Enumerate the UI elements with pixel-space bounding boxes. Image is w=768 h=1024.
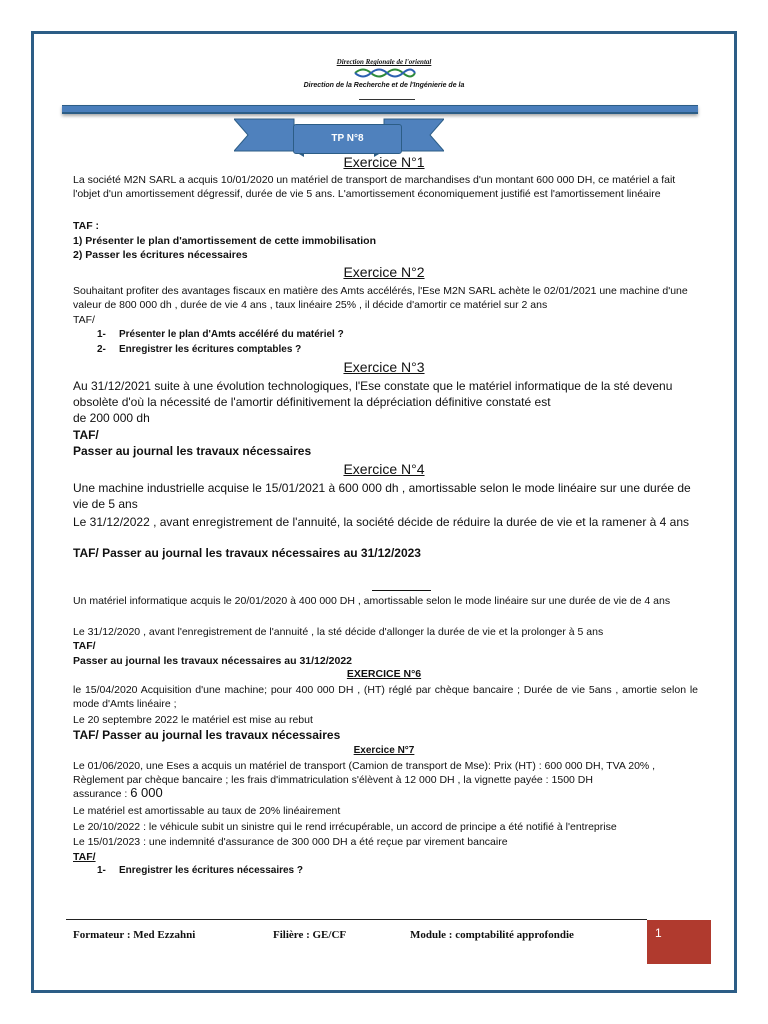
ex6-taf: TAF/ Passer au journal les travaux nécessaires bbox=[73, 728, 341, 742]
header-dept: Direction de la Recherche et de l'Ingénierie de la bbox=[303, 82, 465, 89]
ex2-q1: Présenter le plan d'Amts accéléré du matériel ? bbox=[119, 329, 344, 340]
logo-icon bbox=[353, 66, 417, 80]
page-number-box bbox=[647, 920, 711, 964]
ex4-body: Une machine industrielle acquise le 15/01/2021 à 600 000 dh , amortissable selon le mode linéaire sur une durée de vie de 5 ans bbox=[73, 481, 691, 511]
ex7-assurance-label: assurance : bbox=[73, 788, 131, 800]
ex7-line2: Le matériel est amortissable au taux de 20% linéairement bbox=[73, 805, 341, 817]
ex7-q1: Enregistrer les écritures nécessaires ? bbox=[119, 865, 303, 876]
footer-formateur: Formateur : Med Ezzahni bbox=[73, 929, 196, 941]
header-rule bbox=[62, 105, 698, 114]
ex5-title-blank bbox=[372, 590, 431, 591]
ex6-title: EXERCICE N°6 bbox=[346, 668, 422, 680]
ex4-taf: TAF/ Passer au journal les travaux nécessaires au 31/12/2023 bbox=[73, 546, 421, 560]
ex4-body2: Le 31/12/2022 , avant enregistrement de l'annuité, la société décide de réduire la durée de vie et la ramener à 4 ans bbox=[73, 515, 690, 529]
ex6-body: le 15/04/2020 Acquisition d'une machine; pour 400 000 DH , (HT) réglé par chèque bancaire ; Durée de vie 5ans , amortie selon le mode d'Amts linéaire ; bbox=[73, 684, 698, 710]
ex2-q1-num: 1- bbox=[97, 329, 106, 340]
ex4-title: Exercice N°4 bbox=[343, 461, 425, 477]
ex5-taf: TAF/ bbox=[73, 640, 96, 652]
header-underline bbox=[359, 99, 415, 100]
ex2-taf: TAF/ bbox=[73, 314, 95, 326]
ex2-body: Souhaitant profiter des avantages fiscaux en matière des Amts accélérés, l'Ese M2N SARL achète le 02/01/2021 une machine d'une valeur de 800 000 dh , durée de vie 4 ans , taux linéaire 25% , il décide d'amortir ce matériel sur 2 ans bbox=[73, 285, 688, 311]
ex7-line4: Le 15/01/2023 : une indemnité d'assurance de 300 000 DH a été reçue par virement bancaire bbox=[73, 836, 508, 848]
ex5-body2: Le 31/12/2020 , avant l'enregistrement de l'annuité , la sté décide d'allonger la durée de vie et la prolonger à 5 ans bbox=[73, 626, 604, 638]
ex5-body: Un matériel informatique acquis le 20/01/2020 à 400 000 DH , amortissable selon le mode linéaire sur une durée de vie de 4 ans bbox=[73, 595, 671, 607]
ex3-body2: de 200 000 dh bbox=[73, 411, 150, 425]
ex7-assurance bbox=[73, 786, 698, 801]
ex3-title: Exercice N°3 bbox=[343, 359, 425, 375]
ex5-question: Passer au journal les travaux nécessaires au 31/12/2022 bbox=[73, 655, 353, 667]
ex7-taf: TAF/ bbox=[73, 851, 96, 863]
header-org: Direction Regionale de l'oriental bbox=[336, 58, 432, 66]
ex7-line3: Le 20/10/2022 : le véhicule subit un sinistre qui le rend irrécupérable, un accord de principe a été notifié à l'entreprise bbox=[73, 821, 617, 833]
ex1-taf: TAF : bbox=[73, 220, 100, 232]
ex1-q1: 1) Présenter le plan d'amortissement de cette immobilisation bbox=[73, 235, 377, 247]
tp-label: TP N°8 bbox=[293, 124, 402, 154]
ex1-title: Exercice N°1 bbox=[343, 154, 425, 170]
ex1-body: La société M2N SARL a acquis 10/01/2020 un matériel de transport de marchandises d'un montant 600 000 DH, ce matériel a fait l'objet d'un amortissement dégressif, durée de vie 5 ans. L'amortissement économiquement justifié est l'amortissement linéaire bbox=[73, 174, 676, 200]
footer-module: Module : comptabilité approfondie bbox=[410, 929, 574, 941]
page-number: 1 bbox=[655, 926, 662, 940]
ex3-question: Passer au journal les travaux nécessaires bbox=[73, 444, 312, 458]
ex6-body2: Le 20 septembre 2022 le matériel est mise au rebut bbox=[73, 714, 313, 726]
ex2-q2: Enregistrer les écritures comptables ? bbox=[119, 344, 302, 355]
ex3-body: Au 31/12/2021 suite à une évolution technologiques, l'Ese constate que le matériel informatique de la sté devenu obsolète d'où la nécessité de l'amortir définitivement la dépréciation définitive constaté est bbox=[73, 379, 673, 409]
ex7-body: Le 01/06/2020, une Eses a acquis un matériel de transport (Camion de transport de Mse): Prix (HT) : 600 000 DH, TVA 20% , Règlement par chèque bancaire ; les frais d'immatriculation s'élèvent à 12 000 DH , la vignette payée : 1500 DH bbox=[73, 760, 656, 786]
ex7-title: Exercice N°7 bbox=[353, 745, 415, 756]
footer-rule bbox=[66, 919, 647, 920]
ex7-q1-num: 1- bbox=[97, 865, 106, 876]
ex3-taf: TAF/ bbox=[73, 428, 99, 442]
ex1-q2: 2) Passer les écritures nécessaires bbox=[73, 249, 248, 261]
ex2-q2-num: 2- bbox=[97, 344, 106, 355]
footer-filiere: Filière : GE/CF bbox=[273, 929, 347, 941]
ex7-assurance-value: 6 000 bbox=[130, 785, 163, 800]
ex2-title: Exercice N°2 bbox=[343, 264, 425, 280]
